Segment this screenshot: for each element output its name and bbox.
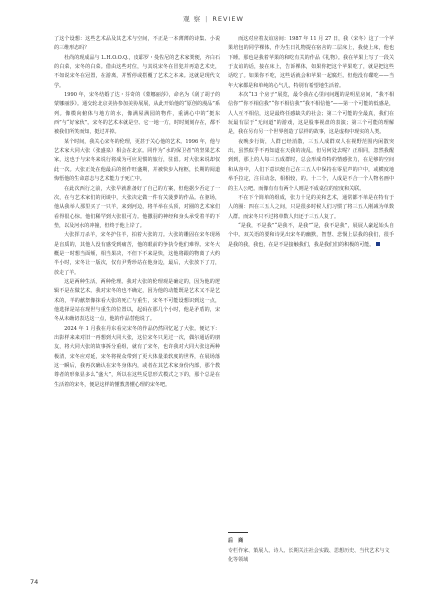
header-separator: | <box>205 15 209 23</box>
end-mark-icon <box>376 242 380 246</box>
paragraph-text: 本次“13 个房子”展览，最令我在心里问问题的是明星房间，“我不相信你”“你不相信我”“你不相信我”“我不相信他”——第一个可能的低感是，人人互不相信，这是最终任感缺失的社会；第二个可能的全最真，我们在玩最有层于“无间道”的游戏，这是股事视盘的表演；第三个可能的理解是，我在另有另一个世界创造了层样的故事，这是虚构中现实的人类。 <box>228 92 394 136</box>
paragraph <box>228 138 394 194</box>
section-label: REVIEW <box>212 15 244 23</box>
paragraph <box>228 222 394 250</box>
paragraph <box>54 91 220 138</box>
paragraph <box>54 54 220 91</box>
paragraph <box>54 278 220 325</box>
paragraph-text: 这是两种生活，两种伦理。我对大张的伦理观是确定的，因为他的逻辑不是在做艺术。我对宋冬的也不确定，因为他的动能既是艺术又不是艺术的，羊的献祭像抹看大张的死亡与重生，宋冬不可能设想识到这一点，他选择是站在现世与重生的位置以，起码在那几个小时，他是矛盾的，宋冬从未确切表达这一点，他的作品替他说了。 <box>54 278 220 323</box>
paragraph-text: 2024 年 1 月我在丹东看完宋冬的作品仍然回忆起了大张。便记下：出影样来来对旧一再想到大同大张，这位宋冬只见过一次，偶尔通话的朋友，将大同大张的故事拆分重组，就有了宋冬，也许我对大同大张这两种极清，宋冬应对延，宋冬将视众带到了更大体量柔软度的世界，在展场落这一瞬后，我再次确认在宋冬身体内，或者在其艺术家身份内部，那个教尊者的形象显多么“盛大”，所以在这些反思形式模式之下的，那个总是在生活着的宋冬，便是这样的懂教善懂心理的宋冬吧。 <box>54 325 220 388</box>
paragraph-text: 不在下个简单的组成，张力十足的美和艺术，通常都不单是在特有于人的圈：四在三五人之间，只是很多时候人们习惯了将三五人刚减为单数人群。而宋冬只不过将单数人归还于三五人复了。 <box>228 194 394 220</box>
author-bio <box>228 537 394 565</box>
paragraph <box>228 35 394 91</box>
running-header <box>0 14 427 23</box>
paragraph-text: “是我，不是我”“是我不，是我”“是，我不是我”，展展人豪起始头自个中。双关语的要和诗见出宋冬的幽默，智慧、悲悯上层我的我们，很手是我的我，我也，在是不是接触我们，我是我们们的积极的可能。 <box>228 222 394 248</box>
paragraph-text: 了这个设想：这些艺术品及其艺术与空间，不正是一本薄薄的诗集、小说的三维形态吗？ <box>54 36 220 52</box>
paragraph-text: 某个时间，我关心宋冬的伦理，更甚于关心他的艺术。1996 年，他与艺术家大同大张（张盛泉）相会在北京。同作为“水的保卫者”的坚果艺术家，这也于与宋冬来说行将成为可应见惯的旅行，驻留。对大张来说却仅此一次。大张正处在他最后的创作旺盛期，并被快步入棺柩，长期的阅道悔悟他的生命意志与艺术能力于死亡中。 <box>54 138 220 183</box>
paragraph-text: 在此次西行之前，大张早就准备好了自己的方案，但他据少否定了一次，在与艺术家们的闭谈中，大张决定做一件有关菠萝的作品。在驱场，他从我举人那里买了一只羊，来到河边，将羊举在头顶，对圈的艺术家们看得很心惊。他们稀罕到大张很可力。他撒羽的神经和身头承受着羊的下垫，以及河水的冲撞，但终于他上岸了。 <box>54 185 220 229</box>
paragraph-text: 杜尚的现成品与 L.H.O.O.Q.，皮耶罗・曼佐尼的艺术家粪便，齐白石的白菜，宋冬的白菜。借由这些对位，与其说宋冬在冒犯并再造艺术史，不如说宋冬在冠置，在游离，并暂停或搭覆了艺术之本来。这就是现代文学。 <box>54 54 220 89</box>
author-name: 后 商 <box>228 538 244 544</box>
paragraph-text: 夜晚步行街，人群已经消散，三五人成群双人在视野范围内闲散突出，虽然似乎不再知道在天我的凌乱，但另何处去呢？正相同，忽然我醒到到，那上的人每三五成群时，总会形成奇特的情感张力，在足够的空间和从容中，人们下意识便自己在三五人中保持在零星声的户中，或横度地举手拉定，注目动念，相相较，的。十二个，人成是不合一个人物名画中的主人公吧。而像有有有两个人则是不成桌位的密度和关联。 <box>228 138 394 192</box>
left-column <box>54 35 220 390</box>
paragraph-text: 1990 年，宋冬结婚了达・芬奇的《蒙娜丽莎》，命名为《刮了胡子的蒙娜丽莎》。通交轮北京美协参加美协展展，从此开始他的“原创的漫品”系列。像模向俯体与地方的水，像满屋满园的物件，重满心中的“挺东西”与“好家伙”。宋冬的艺术本就是空、它一地一方，时时刻刻存在，都不被我们所笑而知，挺过并掉。 <box>54 92 220 136</box>
paragraph <box>54 325 220 390</box>
paragraph <box>54 35 220 54</box>
paragraph <box>54 231 220 278</box>
paragraph <box>54 138 220 185</box>
bio-divider <box>228 532 248 533</box>
section-title: 观 察 <box>183 15 202 23</box>
right-column <box>228 35 394 250</box>
paragraph <box>228 91 394 138</box>
paragraph <box>228 194 394 222</box>
paragraph-text: 而这对应着友谊房间：1987 年 11 月 27 日，我（宋冬）这了一个苹果培包的同学裸体，作为生日礼物提在宿舍的二层床上，我使上床，他也下睡。那也是我着苹果的和吃有关的作品《礼物》。我在苹果上写了一段关于友谊的话，接在床上，告诉裸体，如果你把这个苹果吃了，就是把这些话吃了。如果你不吃，这些话就会和苹果一起腐烂。但他没有碟吃——当年大家都是和单纯的心气儿，特别有希望地生活着。 <box>228 36 394 89</box>
paragraph <box>54 185 220 232</box>
page-number: 74 <box>30 578 39 586</box>
author-description: 专栏作家、策展人、诗人、长期关注社会实践、思想历史、当代艺术与文化等领域 <box>228 548 390 563</box>
paragraph-text: 大张挥刀杀羊，宋冬护住羊，拍着大张的刀。大张的雕固在宋冬现场是盲质的，其他人没有感受到痛苦，他的眼前的争执令他们难得。宋冬大概是一时想当面颊，相当果决，不但下不来是快，这他将跟的物离了大约半小时，宋冬让一版次，仅有尹秀珍站在他身边，最后，大张放下了刀，放走了羊。 <box>54 232 220 276</box>
